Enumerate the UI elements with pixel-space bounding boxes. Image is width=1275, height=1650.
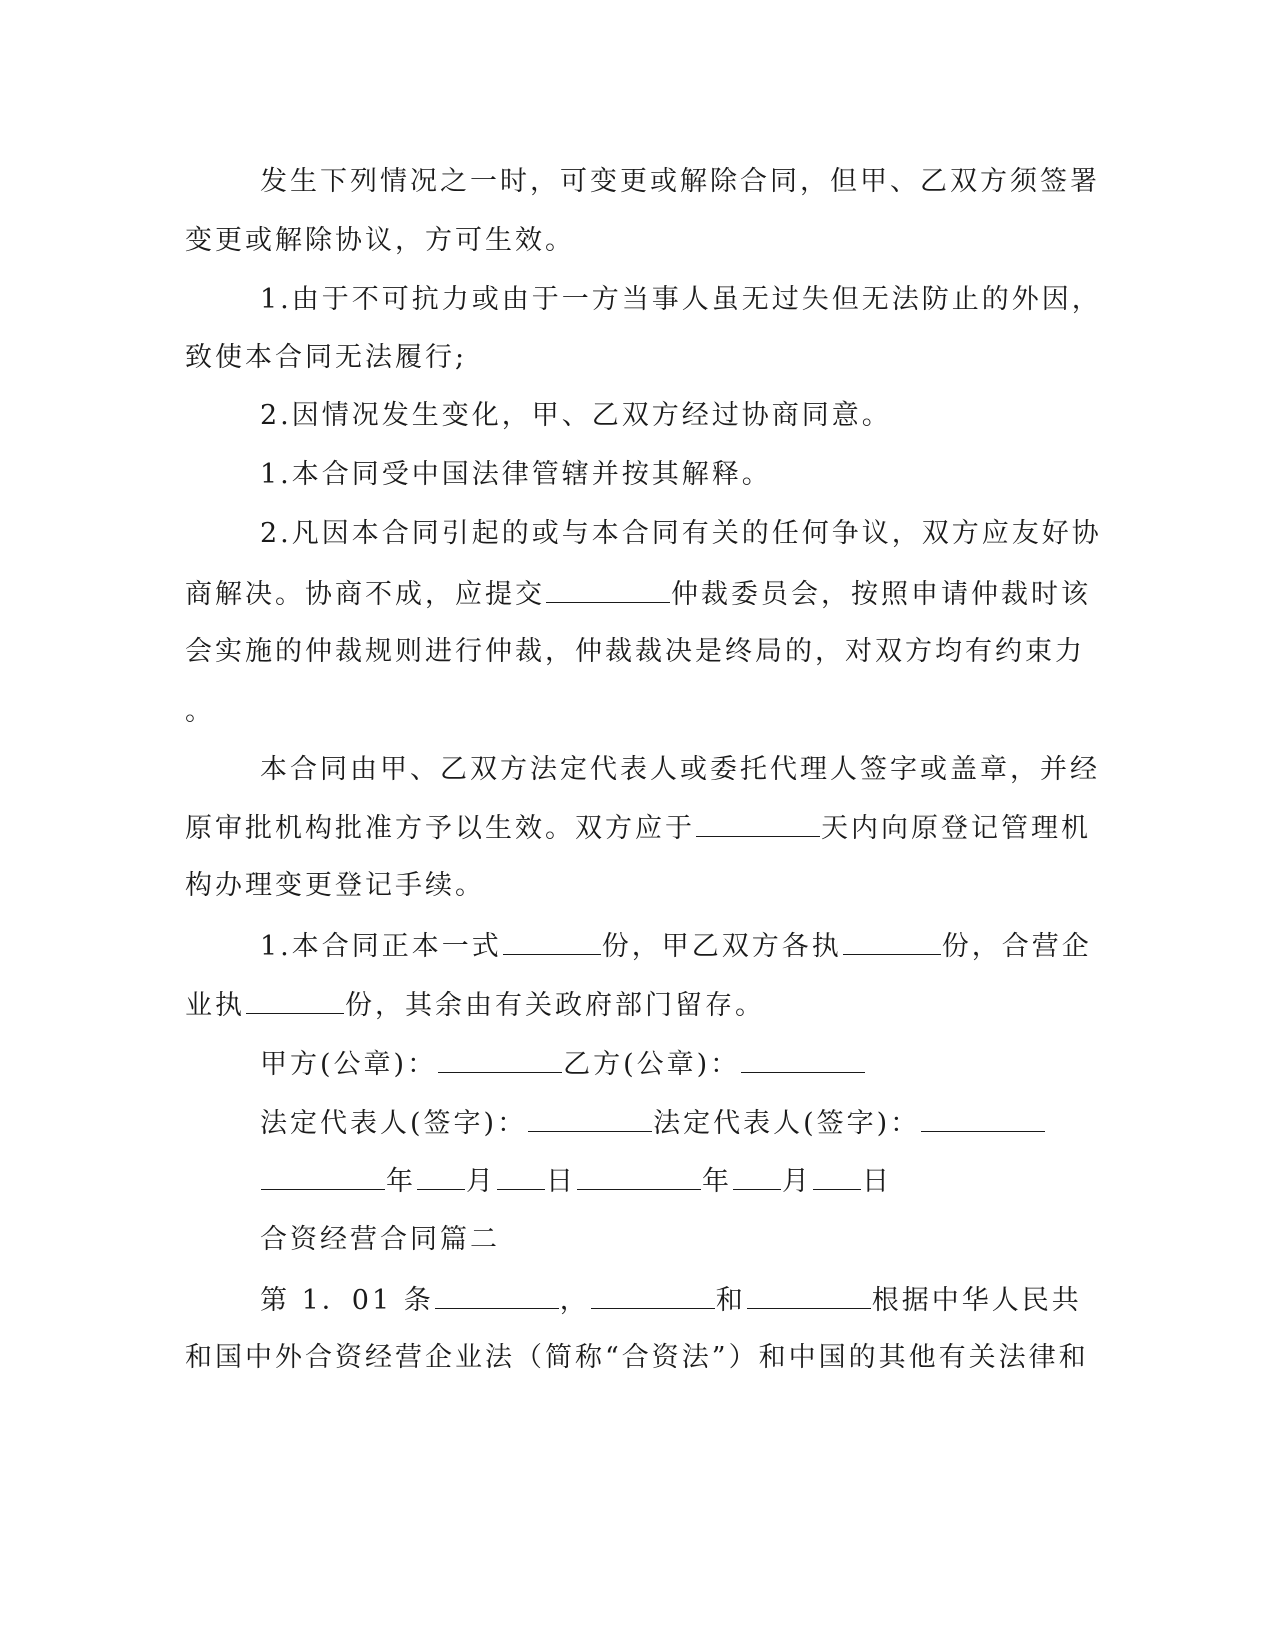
fill-in-blank xyxy=(546,574,670,603)
text: 业执 xyxy=(185,990,245,1021)
signature-line xyxy=(260,1103,1046,1143)
fill-in-blank xyxy=(577,1161,701,1190)
paragraph-line xyxy=(185,221,575,261)
fill-in-blank xyxy=(733,1161,781,1190)
text: 和 xyxy=(715,1285,746,1316)
text: 会实施的仲裁规则进行仲裁，仲裁裁决是终局的，对双方均有约束力 xyxy=(185,636,1085,667)
paragraph-line xyxy=(260,162,1100,202)
paragraph-line xyxy=(185,692,215,732)
fill-in-blank xyxy=(747,1280,871,1309)
fill-in-blank xyxy=(591,1280,715,1309)
text: 份，甲乙双方各执 xyxy=(601,931,842,962)
fill-in-blank xyxy=(813,1161,861,1190)
article-number: 第 1．01 条 xyxy=(260,1285,434,1316)
paragraph-line xyxy=(260,1280,1082,1320)
paragraph-line xyxy=(260,455,772,495)
text: 致使本合同无法履行; xyxy=(185,342,468,373)
text: 1.本合同正本一式 xyxy=(260,931,502,962)
party-b-seal-label: 乙方(公章)： xyxy=(563,1049,741,1080)
legal-rep-a-label: 法定代表人(签字)： xyxy=(260,1108,528,1139)
legal-rep-b-label: 法定代表人(签字)： xyxy=(653,1108,921,1139)
fill-in-blank xyxy=(843,926,941,955)
paragraph-line xyxy=(185,574,1091,614)
year-label: 年 xyxy=(702,1166,732,1197)
fill-in-blank xyxy=(435,1280,559,1309)
text: 本合同由甲、乙双方法定代表人或委托代理人签字或盖章，并经 xyxy=(260,754,1100,785)
fill-in-blank xyxy=(921,1103,1045,1132)
fill-in-blank xyxy=(503,926,601,955)
fill-in-blank xyxy=(528,1103,652,1132)
text: 商解决。协商不成，应提交 xyxy=(185,579,545,610)
fill-in-blank xyxy=(741,1044,865,1073)
text: 发生下列情况之一时，可变更或解除合同，但甲、乙双方须签署 xyxy=(260,166,1100,197)
text: 份，其余由有关政府部门留存。 xyxy=(345,990,765,1021)
text: 变更或解除协议，方可生效。 xyxy=(185,225,575,256)
paragraph-line xyxy=(260,926,1092,966)
fill-in-blank xyxy=(261,1161,385,1190)
section-heading xyxy=(260,1220,500,1260)
party-a-seal-label: 甲方(公章)： xyxy=(260,1049,438,1080)
paragraph-line xyxy=(260,396,892,436)
paragraph-line xyxy=(185,866,485,906)
day-label: 日 xyxy=(862,1166,892,1197)
year-label: 年 xyxy=(386,1166,416,1197)
text: 天内向原登记管理机 xyxy=(821,813,1091,844)
paragraph-line xyxy=(260,514,1102,554)
fill-in-blank xyxy=(246,985,344,1014)
paragraph-line xyxy=(185,808,1091,848)
fill-in-blank xyxy=(438,1044,562,1073)
paragraph-line xyxy=(185,338,467,378)
text: 根据中华人民共 xyxy=(871,1285,1082,1316)
paragraph-line xyxy=(185,632,1085,672)
text: 份，合营企 xyxy=(941,931,1092,962)
signature-line xyxy=(260,1044,866,1084)
paragraph-line xyxy=(260,280,1102,320)
paragraph-line xyxy=(185,985,765,1025)
text: 。 xyxy=(185,696,215,727)
text: 合资经营合同篇二 xyxy=(260,1224,500,1255)
text: 2.凡因本合同引起的或与本合同有关的任何争议，双方应友好协 xyxy=(260,518,1102,549)
paragraph-line xyxy=(185,1338,1089,1378)
fill-in-blank xyxy=(417,1161,465,1190)
month-label: 月 xyxy=(782,1166,812,1197)
fill-in-blank xyxy=(696,808,820,837)
text: 构办理变更登记手续。 xyxy=(185,870,485,901)
text: 1.本合同受中国法律管辖并按其解释。 xyxy=(260,459,772,490)
paragraph-line xyxy=(260,750,1100,790)
text: 仲裁委员会，按照申请仲裁时该 xyxy=(671,579,1091,610)
text: 和国中外合资经营企业法（简称“合资法”）和中国的其他有关法律和 xyxy=(185,1342,1089,1373)
fill-in-blank xyxy=(497,1161,545,1190)
text: 2.因情况发生变化，甲、乙双方经过协商同意。 xyxy=(260,400,892,431)
text: 原审批机构批准方予以生效。双方应于 xyxy=(185,813,695,844)
month-label: 月 xyxy=(466,1166,496,1197)
text: 1.由于不可抗力或由于一方当事人虽无过失但无法防止的外因， xyxy=(260,284,1102,315)
text: ， xyxy=(559,1285,590,1316)
date-line xyxy=(260,1161,892,1201)
day-label: 日 xyxy=(546,1166,576,1197)
